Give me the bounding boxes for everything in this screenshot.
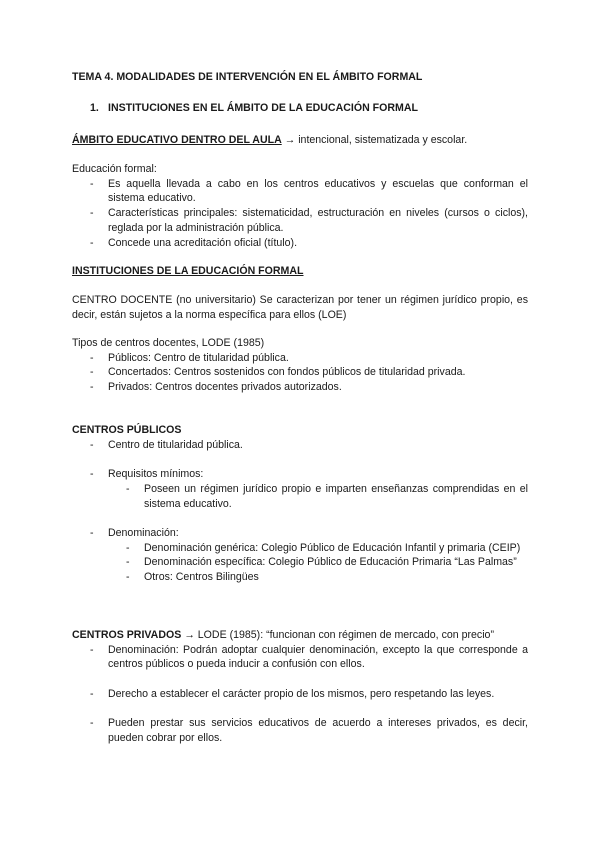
ambito-heading: ÁMBITO EDUCATIVO DENTRO DEL AULA [72,134,282,146]
list-item [72,526,528,541]
tipos-centros-label: Tipos de centros docentes, LODE (1985) [72,337,265,349]
list-item: - Concede una acreditación oficial (título). [72,236,528,251]
list-item: - Poseen un régimen jurídico propio e imparten enseñanzas comprendidas en el sistema educativo. [72,482,528,511]
centros-publicos-list [72,438,528,482]
centros-privados-arrow: → [181,629,198,641]
list-item: - Privados: Centros docentes privados autorizados. [72,380,528,395]
ambito-arrow: → [281,134,299,146]
educacion-formal-list [72,177,528,251]
list-item: - Pueden prestar sus servicios educativos de acuerdo a intereses privados, es decir, pueden cobrar por ellos. [72,716,528,745]
centros-privados-heading: CENTROS PRIVADOS [72,629,182,641]
list-item: - Centro de titularidad pública. [72,438,528,453]
section-heading [72,101,528,116]
educacion-formal-label: Educación formal: [72,163,157,175]
instituciones-heading: INSTITUCIONES DE LA EDUCACIÓN FORMAL [72,265,304,277]
ambito-paragraph [72,133,528,148]
list-item: - Concertados: Centros sostenidos con fondos públicos de titularidad privada. [72,365,528,380]
list-item: - Otros: Centros Bilingües [72,570,528,585]
list-item: - Públicos: Centro de titularidad pública. [72,351,528,366]
requisitos-label: Requisitos mínimos: [108,468,204,481]
tipos-centros-block [72,336,528,395]
list-item: - Denominación: Podrán adoptar cualquier denominación, excepto la que corresponde a centros públicos o pueda inducir a confusión con ellos. [72,643,528,672]
denominacion-label: Denominación: [108,526,179,539]
denominaciones-list [72,541,528,585]
educacion-formal-block [72,162,528,250]
list-item [72,467,528,482]
requisitos-list [72,482,528,511]
centros-privados-intro-text: LODE (1985): “funcionan con régimen de mercado, con precio” [197,629,494,641]
section-title: INSTITUCIONES EN EL ÁMBITO DE LA EDUCACIÓN FORMAL [108,102,418,114]
list-item: - Denominación genérica: Colegio Público de Educación Infantil y primaria (CEIP) [72,541,528,556]
centros-privados-intro [72,628,528,643]
denominacion-list [72,526,528,541]
section-number: 1. [90,102,99,114]
list-item: - Denominación específica: Colegio Público de Educación Primaria “Las Palmas” [72,555,528,570]
list-item: - Derecho a establecer el carácter propio de los mismos, pero respetando las leyes. [72,687,528,702]
ambito-text: intencional, sistematizada y escolar. [298,134,468,146]
centro-docente-paragraph: CENTRO DOCENTE (no universitario) Se caracterizan por tener un régimen jurídico propio, es decir, están sujetos a la norma específica para ellos (LOE) [72,294,528,321]
document-title: TEMA 4. MODALIDADES DE INTERVENCIÓN EN EL ÁMBITO FORMAL [72,71,423,83]
tipos-centros-list [72,351,528,395]
centros-privados-list [72,643,528,746]
centros-publicos-block [72,423,528,585]
list-item: - Características principales: sistematicidad, estructuración en niveles (cursos o ciclos), reglada por la administración pública. [72,206,528,235]
centros-privados-block [72,628,528,746]
centros-publicos-heading: CENTROS PÚBLICOS [72,424,182,436]
list-item: - Es aquella llevada a cabo en los centros educativos y escuelas que conforman el sistema educativo. [72,177,528,206]
